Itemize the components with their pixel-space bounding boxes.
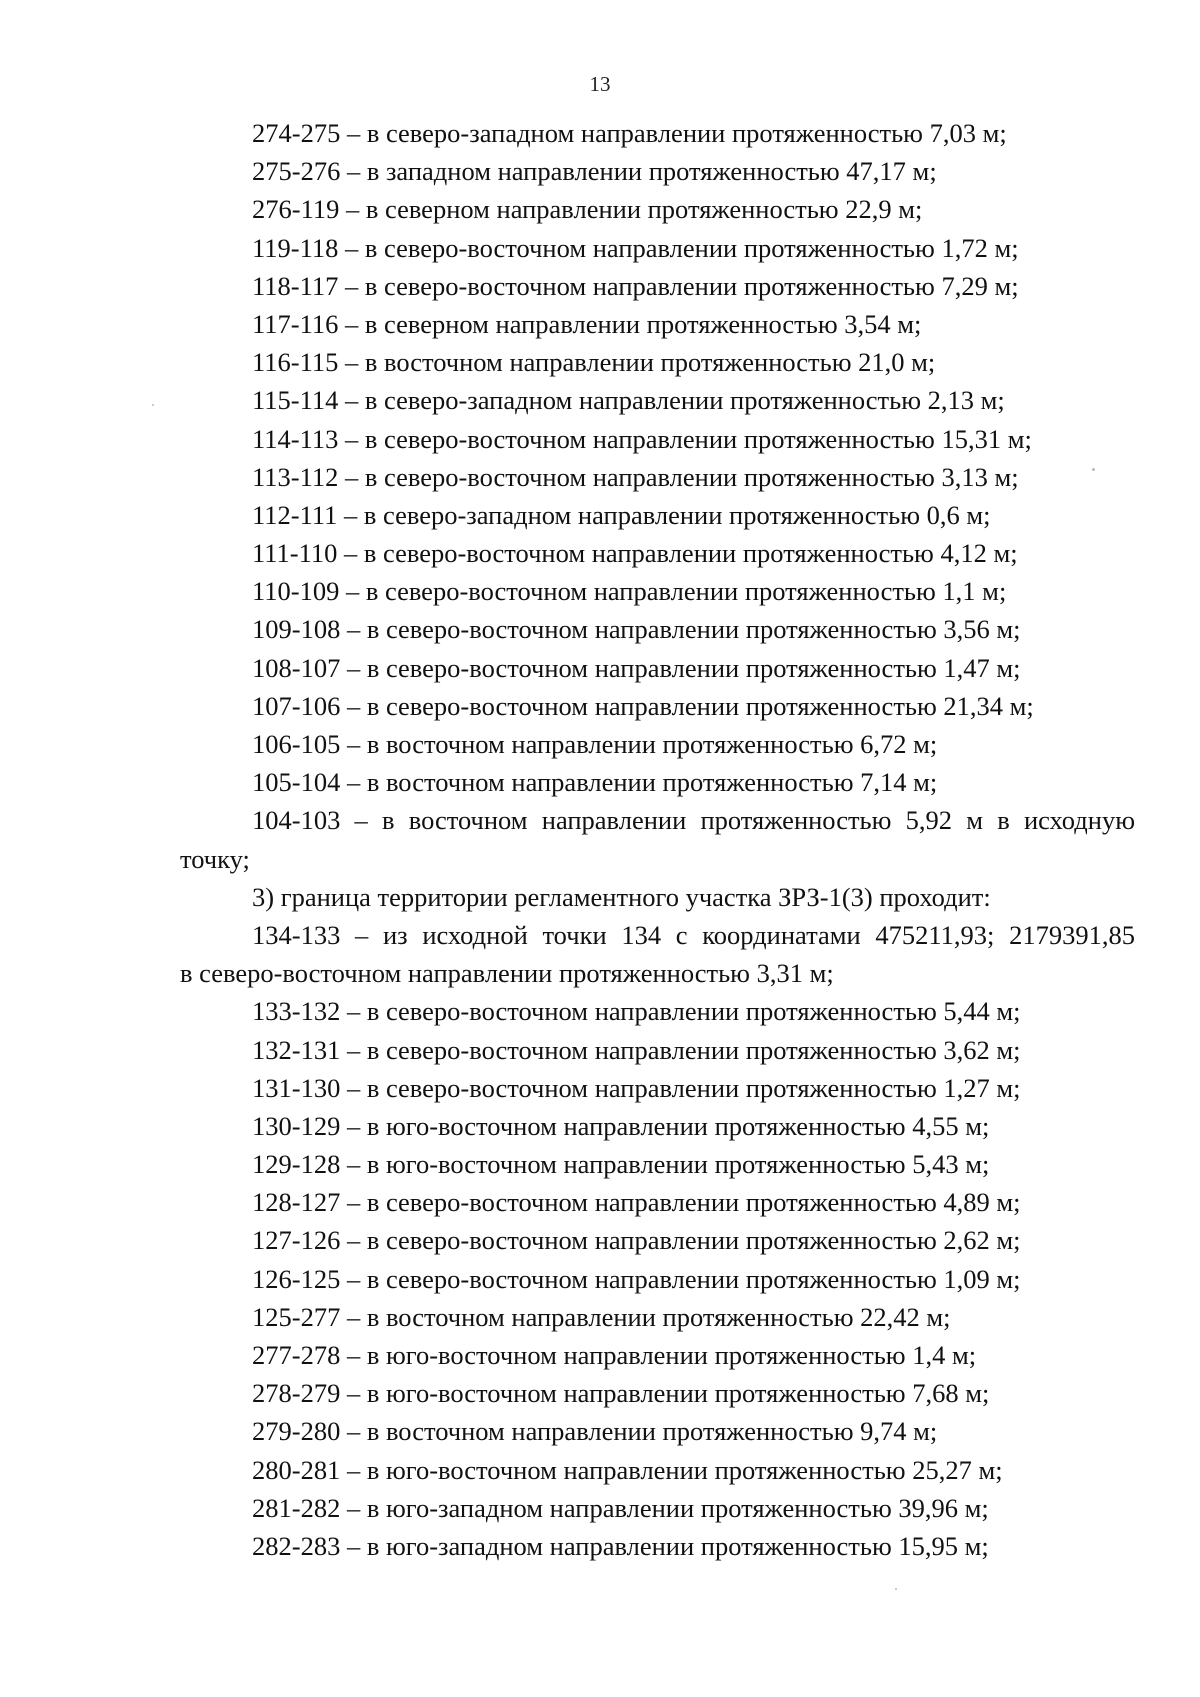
text-line: 128-127 – в северо-восточном направлении протяженностью 4,89 м; — [252, 1187, 1021, 1218]
text-line: 132-131 – в северо-восточном направлении протяженностью 3,62 м; — [252, 1034, 1021, 1065]
text-line: 134-133 – из исходной точки 134 с координатами 475211,93; 2179391,85 — [252, 919, 1135, 950]
text-line: 110-109 – в северо-восточном направлении протяженностью 1,1 м; — [252, 576, 1007, 607]
text-line: 274-275 – в северо-западном направлении протяженностью 7,03 м; — [252, 118, 1007, 148]
text-line: точку; — [180, 843, 250, 874]
text-line: 116-115 – в восточном направлении протяженностью 21,0 м; — [252, 347, 936, 378]
text-line: 276-119 – в северном направлении протяженностью 22,9 м; — [252, 194, 923, 225]
text-line: 104-103 – в восточном направлении протяженностью 5,92 м в исходную — [252, 805, 1135, 836]
text-line: 117-116 – в северном направлении протяженностью 3,54 м; — [252, 308, 922, 339]
text-line: 109-108 – в северо-восточном направлении протяженностью 3,56 м; — [252, 614, 1021, 645]
text-line: 106-105 – в восточном направлении протяженностью 6,72 м; — [252, 729, 938, 759]
text-line: 107-106 – в северо-восточном направлении протяженностью 21,34 м; — [252, 690, 1034, 721]
text-line: 130-129 – в юго-восточном направлении протяженностью 4,55 м; — [252, 1110, 990, 1141]
text-line: 275-276 – в западном направлении протяженностью 47,17 м; — [252, 156, 937, 187]
text-line: 3) граница территории регламентного участка ЗРЗ-1(3) проходит: — [252, 881, 991, 912]
scan-speck — [895, 1588, 897, 1590]
text-line: 119-118 – в северо-восточном направлении протяженностью 1,72 м; — [252, 232, 1019, 263]
text-line: 113-112 – в северо-восточном направлении протяженностью 3,13 м; — [252, 461, 1019, 492]
text-line: 105-104 – в восточном направлении протяженностью 7,14 м; — [252, 767, 938, 798]
page-number: 13 — [589, 72, 611, 96]
text-line: 125-277 – в восточном направлении протяженностью 22,42 м; — [252, 1301, 951, 1332]
text-line: в северо-восточном направлении протяженностью 3,31 м; — [180, 958, 834, 989]
text-line: 133-132 – в северо-восточном направлении протяженностью 5,44 м; — [252, 996, 1021, 1027]
text-line: 278-279 – в юго-восточном направлении протяженностью 7,68 м; — [252, 1378, 990, 1409]
text-line: 114-113 – в северо-восточном направлении протяженностью 15,31 м; — [252, 423, 1032, 454]
text-line: 281-282 – в юго-западном направлении протяженностью 39,96 м; — [252, 1492, 989, 1523]
text-line: 111-110 – в северо-восточном направлении протяженностью 4,12 м; — [252, 538, 1018, 569]
scan-speck — [152, 404, 154, 406]
document-body — [180, 114, 1135, 1565]
text-line: 127-126 – в северо-восточном направлении протяженностью 2,62 м; — [252, 1225, 1021, 1256]
text-line: 129-128 – в юго-восточном направлении протяженностью 5,43 м; — [252, 1149, 990, 1180]
text-line: 280-281 – в юго-восточном направлении протяженностью 25,27 м; — [252, 1454, 1003, 1485]
text-line: 115-114 – в северо-западном направлении протяженностью 2,13 м; — [252, 385, 1005, 416]
text-line: 279-280 – в восточном направлении протяженностью 9,74 м; — [252, 1416, 938, 1447]
text-line: 131-130 – в северо-восточном направлении протяженностью 1,27 м; — [252, 1072, 1021, 1103]
text-line: 126-125 – в северо-восточном направлении протяженностью 1,09 м; — [252, 1263, 1021, 1294]
scan-speck — [1092, 468, 1095, 471]
text-line: 108-107 – в северо-восточном направлении протяженностью 1,47 м; — [252, 652, 1021, 683]
text-line: 277-278 – в юго-восточном направлении протяженностью 1,4 м; — [252, 1340, 977, 1370]
text-line: 118-117 – в северо-восточном направлении протяженностью 7,29 м; — [252, 270, 1019, 301]
text-line: 282-283 – в юго-западном направлении протяженностью 15,95 м; — [252, 1530, 989, 1561]
text-line: 112-111 – в северо-западном направлении протяженностью 0,6 м; — [252, 499, 991, 530]
